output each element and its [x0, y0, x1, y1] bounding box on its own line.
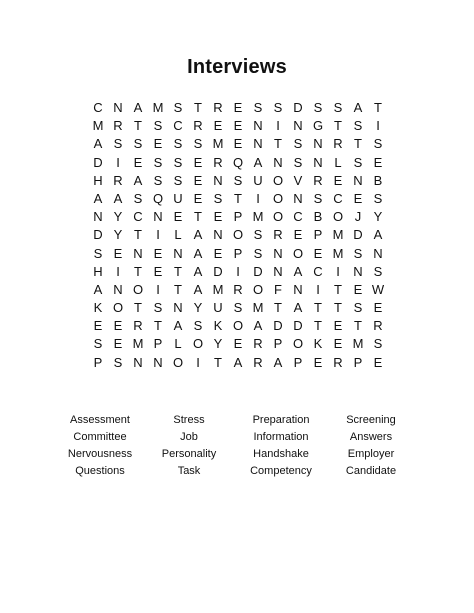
- grid-letter: N: [213, 172, 223, 188]
- grid-letter: P: [93, 354, 103, 370]
- grid-letter: R: [273, 227, 283, 243]
- puzzle-title: Interviews: [187, 56, 287, 78]
- grid-letter: O: [252, 281, 264, 297]
- grid-letter: N: [273, 263, 283, 279]
- word-bank-item: Assessment: [70, 414, 130, 426]
- grid-letter: S: [353, 154, 363, 170]
- grid-letter: N: [293, 281, 303, 297]
- grid-letter: D: [93, 154, 103, 170]
- grid-letter: P: [273, 336, 283, 352]
- grid-letter: S: [173, 100, 183, 115]
- grid-letter: S: [93, 336, 103, 352]
- grid-letter: T: [214, 354, 222, 370]
- grid-letter: J: [354, 209, 362, 225]
- grid-letter: S: [253, 227, 263, 243]
- grid-letter: N: [133, 354, 143, 370]
- grid-letter: S: [173, 154, 183, 170]
- grid-letter: R: [113, 118, 123, 134]
- grid-letter: V: [293, 172, 303, 188]
- word-bank-item: Employer: [347, 448, 395, 460]
- grid-letter: E: [353, 190, 363, 206]
- grid-letter: A: [373, 227, 383, 243]
- grid-letter: I: [376, 118, 380, 134]
- grid-letter: S: [153, 300, 163, 316]
- grid-row: [88, 281, 388, 299]
- grid-letter: E: [113, 245, 123, 261]
- grid-letter: E: [153, 263, 163, 279]
- grid-letter: T: [314, 300, 322, 316]
- grid-letter: S: [373, 263, 383, 279]
- grid-letter: R: [113, 172, 123, 188]
- grid-letter: E: [373, 300, 383, 316]
- grid-row: [88, 117, 388, 135]
- grid-letter: S: [373, 336, 383, 352]
- grid-letter: E: [213, 209, 223, 225]
- word-bank: [55, 412, 415, 480]
- grid-letter: N: [253, 136, 263, 152]
- grid-letter: O: [232, 318, 244, 334]
- grid-letter: L: [174, 336, 182, 352]
- grid-letter: E: [373, 154, 383, 170]
- grid-letter: E: [113, 336, 123, 352]
- grid-letter: T: [134, 227, 142, 243]
- grid-letter: M: [152, 100, 164, 115]
- grid-row: [88, 335, 388, 353]
- grid-letter: W: [371, 281, 385, 297]
- grid-letter: D: [353, 227, 363, 243]
- grid-letter: T: [194, 100, 202, 115]
- grid-row: [88, 190, 388, 208]
- grid-letter: D: [93, 227, 103, 243]
- grid-letter: Y: [213, 336, 223, 352]
- grid-letter: E: [213, 245, 223, 261]
- grid-letter: E: [93, 318, 103, 334]
- grid-letter: S: [353, 118, 363, 134]
- letter-grid: [88, 99, 388, 372]
- grid-letter: M: [352, 336, 364, 352]
- grid-letter: R: [133, 318, 143, 334]
- grid-letter: N: [353, 172, 363, 188]
- grid-letter: E: [213, 118, 223, 134]
- grid-letter: S: [193, 136, 203, 152]
- grid-letter: T: [334, 300, 342, 316]
- grid-row: [88, 317, 388, 335]
- grid-letter: U: [213, 300, 223, 316]
- grid-letter: R: [333, 136, 343, 152]
- grid-letter: N: [253, 118, 263, 134]
- word-bank-item: Preparation: [252, 414, 310, 426]
- grid-letter: O: [272, 172, 284, 188]
- grid-letter: P: [153, 336, 163, 352]
- grid-letter: E: [173, 209, 183, 225]
- grid-letter: E: [333, 318, 343, 334]
- grid-letter: S: [233, 172, 243, 188]
- grid-row: [88, 226, 388, 244]
- grid-letter: M: [132, 336, 144, 352]
- grid-letter: R: [373, 318, 383, 334]
- grid-letter: M: [212, 136, 224, 152]
- grid-letter: E: [333, 336, 343, 352]
- grid-letter: E: [193, 190, 203, 206]
- word-bank-row: [55, 412, 415, 429]
- grid-letter: I: [156, 227, 160, 243]
- grid-letter: N: [133, 245, 143, 261]
- grid-letter: I: [316, 281, 320, 297]
- grid-letter: R: [333, 354, 343, 370]
- grid-letter: E: [153, 245, 163, 261]
- grid-letter: H: [93, 172, 103, 188]
- grid-letter: E: [193, 172, 203, 188]
- grid-letter: Y: [373, 209, 383, 225]
- grid-letter: C: [313, 263, 323, 279]
- grid-row: [88, 208, 388, 226]
- grid-letter: S: [293, 154, 303, 170]
- grid-letter: D: [273, 318, 283, 334]
- grid-letter: N: [113, 281, 123, 297]
- grid-letter: S: [153, 172, 163, 188]
- grid-letter: R: [193, 118, 203, 134]
- grid-letter: O: [112, 300, 124, 316]
- grid-letter: N: [373, 245, 383, 261]
- grid-letter: T: [354, 318, 362, 334]
- grid-letter: K: [313, 336, 323, 352]
- grid-letter: M: [252, 300, 264, 316]
- grid-letter: A: [133, 172, 143, 188]
- word-bank-row: [55, 463, 415, 480]
- grid-letter: S: [353, 245, 363, 261]
- grid-letter: Q: [232, 154, 244, 170]
- grid-letter: I: [156, 281, 160, 297]
- grid-letter: H: [93, 263, 103, 279]
- grid-letter: R: [213, 100, 223, 115]
- grid-letter: S: [353, 300, 363, 316]
- grid-letter: O: [292, 336, 304, 352]
- grid-letter: C: [133, 209, 143, 225]
- grid-letter: S: [333, 100, 343, 115]
- grid-letter: U: [253, 172, 263, 188]
- word-bank-item: Personality: [161, 448, 217, 460]
- grid-letter: A: [193, 245, 203, 261]
- word-bank-item: Competency: [250, 465, 312, 477]
- grid-letter: C: [93, 100, 103, 115]
- grid-letter: S: [313, 190, 323, 206]
- word-bank-item: Task: [177, 465, 201, 477]
- grid-letter: T: [134, 300, 142, 316]
- grid-letter: D: [253, 263, 263, 279]
- grid-letter: E: [133, 154, 143, 170]
- grid-row: [88, 99, 388, 117]
- grid-letter: N: [313, 154, 323, 170]
- grid-letter: E: [313, 354, 323, 370]
- grid-letter: N: [313, 136, 323, 152]
- grid-letter: E: [313, 245, 323, 261]
- word-bank-item: Job: [180, 431, 198, 443]
- grid-letter: K: [213, 318, 223, 334]
- grid-letter: Y: [113, 209, 123, 225]
- grid-letter: S: [133, 136, 143, 152]
- grid-letter: O: [192, 336, 204, 352]
- grid-letter: N: [213, 227, 223, 243]
- grid-row: [88, 299, 388, 317]
- word-bank-item: Information: [253, 431, 309, 443]
- grid-letter: E: [293, 227, 303, 243]
- grid-letter: I: [116, 154, 120, 170]
- grid-letter: K: [93, 300, 103, 316]
- grid-letter: T: [154, 318, 162, 334]
- grid-letter: I: [196, 354, 200, 370]
- grid-letter: N: [173, 245, 183, 261]
- word-bank-row: [55, 446, 415, 463]
- grid-letter: I: [336, 263, 340, 279]
- grid-letter: A: [293, 300, 303, 316]
- grid-letter: S: [313, 100, 323, 115]
- grid-letter: S: [373, 136, 383, 152]
- grid-letter: E: [193, 154, 203, 170]
- grid-letter: Y: [113, 227, 123, 243]
- grid-letter: L: [334, 154, 342, 170]
- grid-letter: S: [233, 300, 243, 316]
- grid-letter: T: [374, 100, 382, 115]
- grid-letter: E: [353, 281, 363, 297]
- grid-letter: T: [274, 300, 282, 316]
- word-bank-item: Nervousness: [67, 448, 133, 460]
- grid-letter: O: [132, 281, 144, 297]
- grid-letter: D: [293, 318, 303, 334]
- grid-letter: P: [293, 354, 303, 370]
- grid-letter: A: [253, 154, 263, 170]
- grid-letter: N: [273, 154, 283, 170]
- grid-letter: A: [353, 100, 363, 115]
- grid-letter: T: [194, 209, 202, 225]
- grid-letter: D: [213, 263, 223, 279]
- grid-letter: S: [133, 190, 143, 206]
- grid-letter: M: [252, 209, 264, 225]
- grid-letter: P: [313, 227, 323, 243]
- grid-letter: A: [253, 318, 263, 334]
- grid-letter: S: [193, 318, 203, 334]
- word-bank-item: Answers: [349, 431, 393, 443]
- grid-row: [88, 263, 388, 281]
- word-bank-item: Candidate: [345, 465, 397, 477]
- grid-letter: A: [293, 263, 303, 279]
- grid-letter: N: [153, 354, 163, 370]
- grid-letter: S: [293, 136, 303, 152]
- word-bank-item: Handshake: [253, 448, 309, 460]
- grid-letter: S: [253, 245, 263, 261]
- grid-letter: T: [354, 136, 362, 152]
- grid-letter: R: [213, 154, 223, 170]
- grid-letter: I: [116, 263, 120, 279]
- grid-letter: N: [93, 209, 103, 225]
- grid-letter: N: [153, 209, 163, 225]
- grid-letter: C: [293, 209, 303, 225]
- grid-letter: A: [193, 227, 203, 243]
- grid-row: [88, 172, 388, 190]
- grid-letter: N: [353, 263, 363, 279]
- grid-letter: O: [332, 209, 344, 225]
- grid-letter: G: [312, 118, 324, 134]
- grid-letter: M: [92, 118, 104, 134]
- grid-row: [88, 245, 388, 263]
- grid-letter: S: [373, 190, 383, 206]
- grid-letter: O: [292, 245, 304, 261]
- grid-letter: O: [172, 354, 184, 370]
- grid-letter: S: [173, 136, 183, 152]
- grid-letter: T: [134, 118, 142, 134]
- grid-letter: L: [174, 227, 182, 243]
- grid-letter: S: [113, 136, 123, 152]
- grid-letter: E: [373, 354, 383, 370]
- grid-letter: I: [236, 263, 240, 279]
- grid-letter: Y: [193, 300, 203, 316]
- grid-letter: C: [173, 118, 183, 134]
- grid-letter: T: [134, 263, 142, 279]
- grid-letter: A: [133, 100, 143, 115]
- grid-letter: O: [272, 190, 284, 206]
- word-bank-item: Screening: [346, 414, 396, 426]
- grid-row: [88, 154, 388, 172]
- grid-letter: M: [212, 281, 224, 297]
- grid-letter: E: [153, 136, 163, 152]
- grid-letter: T: [334, 281, 342, 297]
- grid-letter: O: [272, 209, 284, 225]
- word-bank-row: [55, 429, 415, 446]
- grid-letter: E: [233, 118, 243, 134]
- grid-letter: R: [233, 281, 243, 297]
- grid-row: [88, 354, 388, 372]
- grid-letter: S: [273, 100, 283, 115]
- grid-letter: E: [233, 136, 243, 152]
- grid-letter: S: [93, 245, 103, 261]
- grid-letter: R: [253, 354, 263, 370]
- word-bank-item: Stress: [173, 414, 205, 426]
- grid-letter: P: [233, 245, 243, 261]
- grid-letter: A: [93, 136, 103, 152]
- grid-letter: S: [173, 172, 183, 188]
- grid-row: [88, 135, 388, 153]
- grid-letter: T: [234, 190, 242, 206]
- grid-letter: A: [233, 354, 243, 370]
- grid-letter: A: [173, 318, 183, 334]
- word-bank-item: Questions: [75, 465, 125, 477]
- grid-letter: A: [93, 190, 103, 206]
- grid-letter: O: [232, 227, 244, 243]
- grid-letter: B: [313, 209, 323, 225]
- grid-letter: E: [233, 336, 243, 352]
- grid-letter: S: [213, 190, 223, 206]
- grid-letter: A: [113, 190, 123, 206]
- grid-letter: A: [273, 354, 283, 370]
- grid-letter: T: [174, 263, 182, 279]
- grid-letter: N: [173, 300, 183, 316]
- grid-letter: T: [314, 318, 322, 334]
- grid-letter: N: [293, 118, 303, 134]
- grid-letter: Q: [152, 190, 164, 206]
- grid-letter: A: [193, 263, 203, 279]
- grid-letter: E: [333, 172, 343, 188]
- grid-letter: M: [332, 245, 344, 261]
- grid-letter: N: [273, 245, 283, 261]
- grid-letter: S: [153, 154, 163, 170]
- grid-letter: F: [274, 281, 282, 297]
- grid-letter: S: [253, 100, 263, 115]
- grid-letter: R: [253, 336, 263, 352]
- grid-letter: T: [274, 136, 282, 152]
- grid-letter: P: [233, 209, 243, 225]
- grid-letter: D: [293, 100, 303, 115]
- grid-letter: B: [373, 172, 383, 188]
- grid-letter: C: [333, 190, 343, 206]
- grid-letter: A: [193, 281, 203, 297]
- word-bank-item: Committee: [73, 431, 127, 443]
- grid-letter: S: [113, 354, 123, 370]
- grid-letter: P: [353, 354, 363, 370]
- grid-letter: N: [293, 190, 303, 206]
- grid-letter: E: [233, 100, 243, 115]
- grid-letter: I: [276, 118, 280, 134]
- grid-letter: A: [93, 281, 103, 297]
- grid-letter: E: [113, 318, 123, 334]
- grid-letter: S: [153, 118, 163, 134]
- grid-letter: I: [256, 190, 260, 206]
- grid-letter: U: [173, 190, 183, 206]
- grid-letter: T: [334, 118, 342, 134]
- grid-letter: N: [113, 100, 123, 115]
- grid-letter: M: [332, 227, 344, 243]
- grid-letter: T: [174, 281, 182, 297]
- grid-letter: R: [313, 172, 323, 188]
